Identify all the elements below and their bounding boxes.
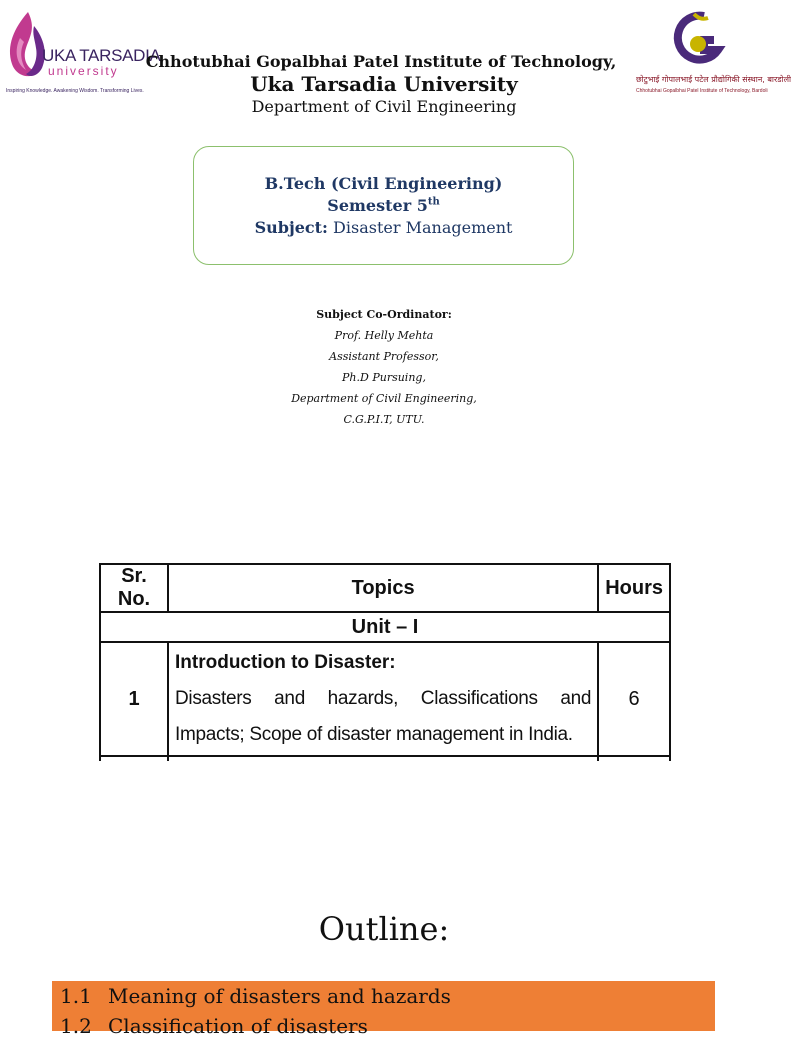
outline-item-number: 1.1 (60, 984, 92, 1008)
outline-item-text: Meaning of disasters and hazards (108, 984, 451, 1008)
coordinator-designation: Assistant Professor, (329, 350, 439, 363)
table-row (100, 642, 670, 756)
table-row-cutoff (100, 756, 670, 761)
coordinator-institute: C.G.P.I.T, UTU. (343, 413, 425, 426)
semester (194, 196, 573, 215)
outline-list (52, 981, 715, 1038)
topic-title: Introduction to Disaster: (175, 652, 396, 673)
list-item (60, 984, 451, 1008)
coordinator-department: Department of Civil Engineering, (291, 392, 477, 405)
outline-title: Outline: (318, 910, 450, 948)
subject-label: Subject: (254, 218, 328, 237)
topic-description: Disasters and hazards, Classifications and Impacts; Scope of disaster management in India. (175, 688, 592, 745)
semester-label: Semester 5 (327, 196, 428, 215)
coordinator-qualification: Ph.D Pursuing, (342, 371, 426, 384)
header-hours: Hours (598, 564, 670, 612)
row-hours: 6 (598, 642, 670, 756)
header-topics: Topics (168, 564, 598, 612)
utu-logo-subtitle: university (48, 64, 119, 78)
cgpit-logo-hindi-text: छोटुभाई गोपालभाई पटेल प्रौद्योगिकी संस्थान, बारडोली (636, 75, 791, 84)
university-name: Uka Tarsadia University (250, 72, 518, 96)
coordinator-name: Prof. Helly Mehta (334, 329, 434, 342)
utu-logo-tagline: Inspiring Knowledge. Awakening Wisdom. Transforming Lives. (6, 88, 144, 94)
header-sr-no: Sr. No. (100, 564, 168, 612)
unit-label: Unit – I (100, 612, 670, 642)
subject (194, 218, 573, 237)
row-sr-no: 1 (100, 642, 168, 756)
outline-item-text: Classification of disasters (108, 1014, 368, 1038)
program-name: B.Tech (Civil Engineering) (264, 174, 503, 193)
syllabus-table (99, 563, 671, 761)
outline-item-number: 1.2 (60, 1014, 92, 1038)
subject-coordinator (0, 304, 768, 430)
utu-logo-name: UKA TARSADIA (42, 46, 161, 65)
cgpit-logo-english-text: Chhotubhai Gopalbhai Patel Institute of Technology, Bardoli (636, 88, 768, 94)
list-item (60, 1014, 368, 1038)
institute-name: Chhotubhai Gopalbhai Patel Institute of Technology, (145, 52, 617, 71)
unit-row (100, 612, 670, 642)
course-info-box (193, 146, 574, 265)
row-topic (168, 642, 598, 756)
semester-suffix: th (427, 196, 440, 208)
table-header-row (100, 564, 670, 612)
coordinator-heading: Subject Co-Ordinator: (316, 308, 452, 321)
subject-value: Disaster Management (333, 218, 513, 237)
department-name: Department of Civil Engineering (251, 97, 517, 116)
